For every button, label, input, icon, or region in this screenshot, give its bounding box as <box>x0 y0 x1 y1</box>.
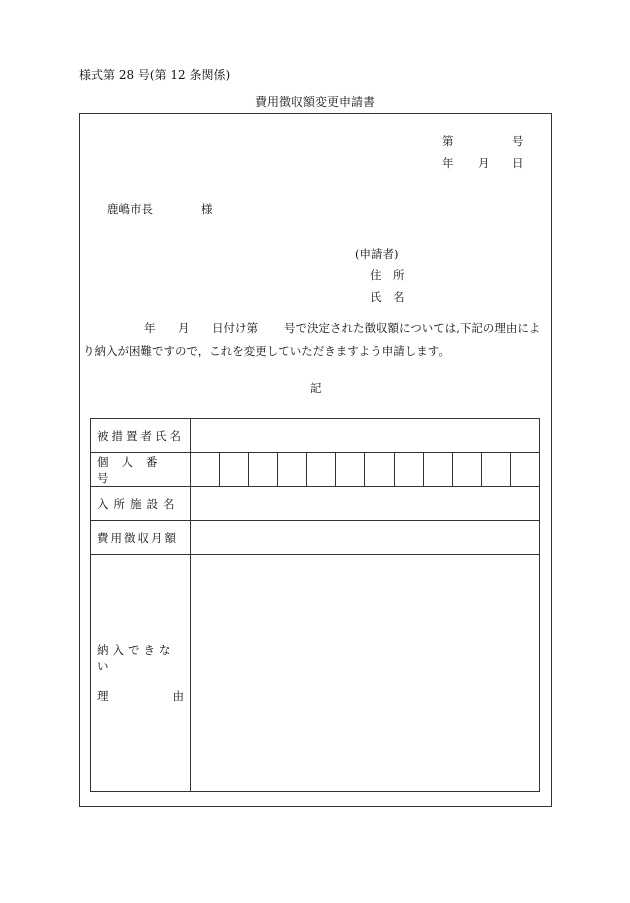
ki-heading: 記 <box>310 381 322 395</box>
digit-box[interactable] <box>423 453 452 486</box>
mynumber-boxes <box>191 453 539 486</box>
addressee-honorific: 様 <box>201 202 213 216</box>
digit-box[interactable] <box>510 453 539 486</box>
row-label-name: 被措置者氏名 <box>97 428 184 443</box>
table-row <box>91 555 540 792</box>
digit-box[interactable] <box>248 453 277 486</box>
date-month: 月 <box>478 156 490 170</box>
reason-label: 納入できない 理 由 <box>97 643 184 703</box>
input-facility[interactable] <box>191 487 540 521</box>
row-label-mynumber: 個人番号 <box>97 454 171 485</box>
row-label-monthly-fee: 費用徴収月額 <box>97 530 178 545</box>
row-label-facility: 入所施設名 <box>97 496 180 511</box>
number-prefix: 第 <box>442 134 454 148</box>
applicant-label: (申請者) <box>355 247 399 261</box>
digit-box[interactable] <box>364 453 393 486</box>
table-row <box>91 453 540 487</box>
date-day: 日 <box>512 156 524 170</box>
input-reason[interactable] <box>191 555 540 792</box>
body-year: 年 <box>144 321 156 335</box>
applicant-address-label: 住 所 <box>370 268 405 282</box>
digit-box[interactable] <box>306 453 335 486</box>
digit-box[interactable] <box>394 453 423 486</box>
body-day-no: 日付け第 <box>212 321 258 335</box>
body-line2: り納入が困難ですので，これを変更していただきますよう申請します。 <box>83 344 450 358</box>
digit-box[interactable] <box>452 453 481 486</box>
input-name[interactable] <box>191 419 540 453</box>
digit-box[interactable] <box>481 453 510 486</box>
body-month: 月 <box>178 321 190 335</box>
record-table <box>90 418 540 792</box>
table-row <box>91 521 540 555</box>
form-number: 様式第 28 号(第 12 条関係) <box>79 68 231 82</box>
input-monthly-fee[interactable] <box>191 521 540 555</box>
digit-box[interactable] <box>335 453 364 486</box>
table-row <box>91 487 540 521</box>
applicant-name-label: 氏 名 <box>370 290 405 304</box>
digit-box[interactable] <box>219 453 248 486</box>
body-line1-rest: 号で決定された徴収額については,下記の理由によ <box>284 321 541 335</box>
addressee-name: 鹿嶋市長 <box>107 202 153 216</box>
table-row <box>91 419 540 453</box>
date-year: 年 <box>442 156 454 170</box>
document-title: 費用徴収額変更申請書 <box>254 95 375 109</box>
digit-box[interactable] <box>277 453 306 486</box>
number-suffix: 号 <box>512 134 524 148</box>
digit-box[interactable] <box>191 453 219 486</box>
